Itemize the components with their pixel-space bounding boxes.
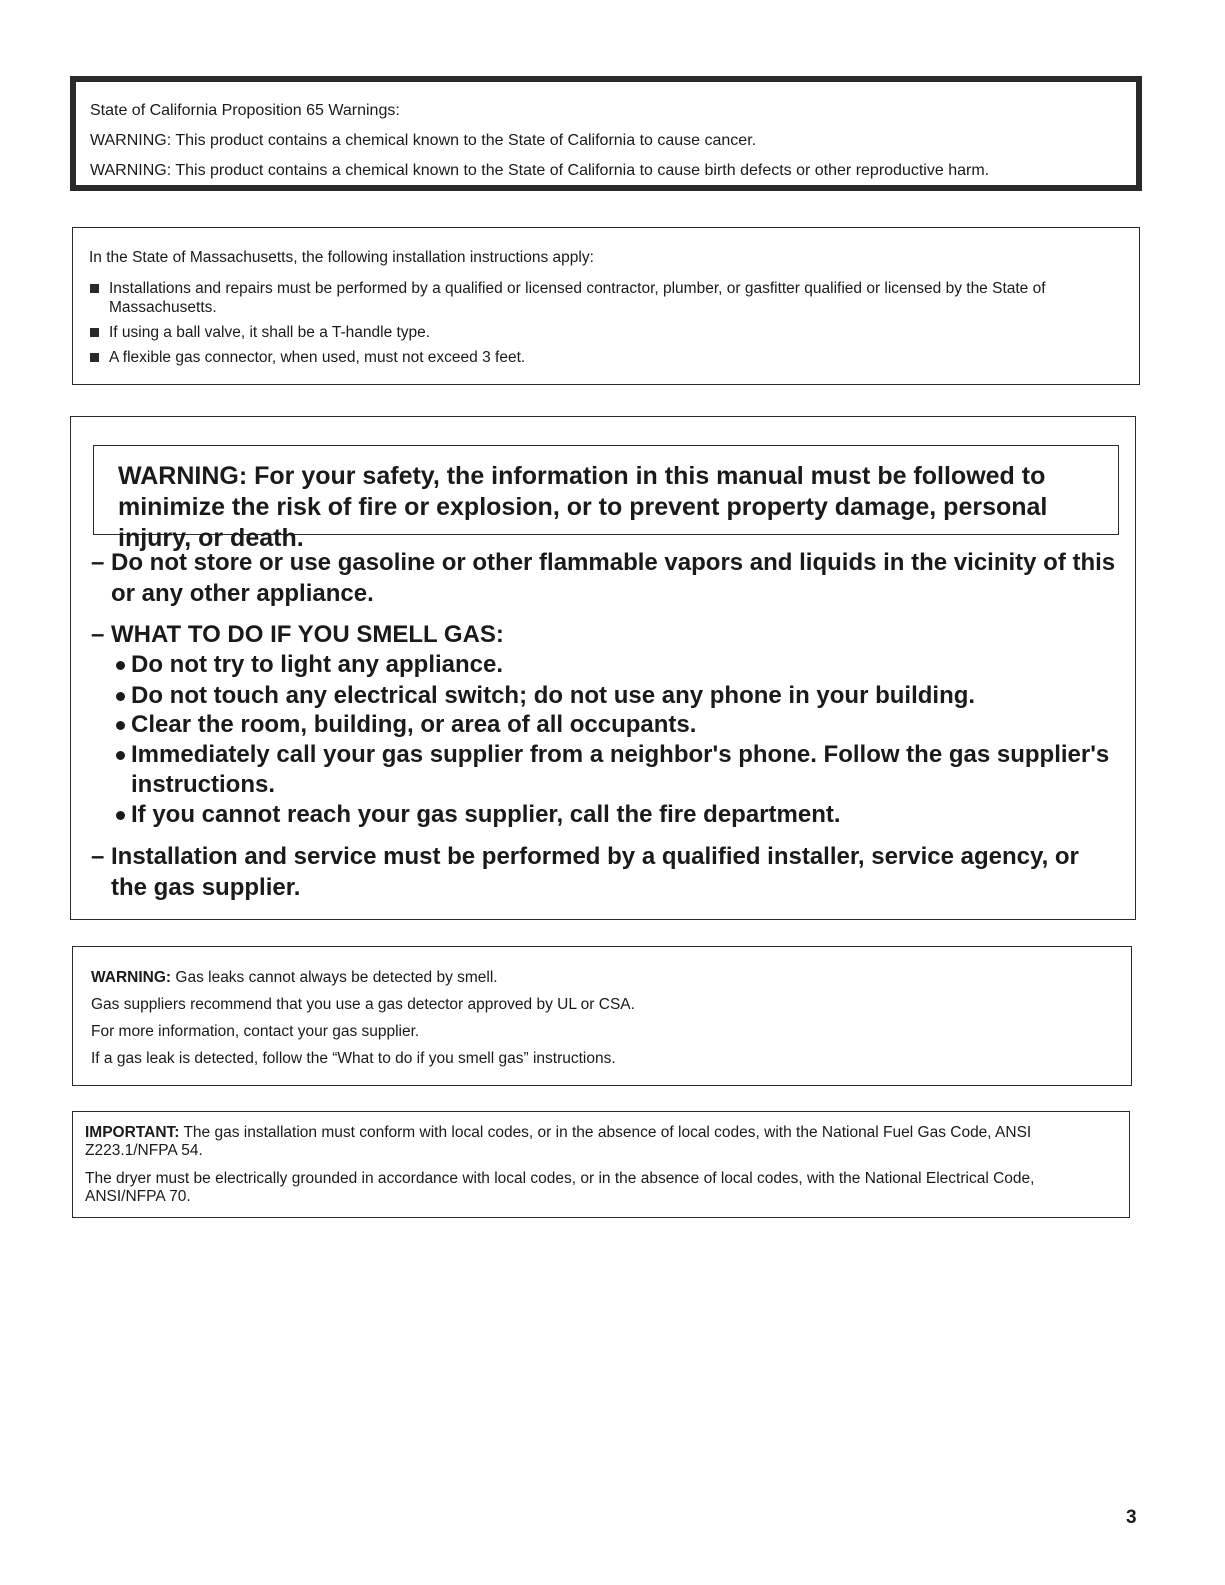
- gas-leak-line: For more information, contact your gas supplier.: [91, 1023, 420, 1040]
- massachusetts-instructions-box: [72, 227, 1140, 385]
- round-bullet-icon: [116, 721, 125, 730]
- gas-leak-warning-box: [72, 946, 1132, 1086]
- flammable-vapors-item: [91, 547, 1121, 609]
- important-box: [72, 1111, 1130, 1218]
- smell-gas-step-text: Clear the room, building, or area of all occupants.: [131, 711, 697, 738]
- important-second-paragraph: The dryer must be electrically grounded in accordance with local codes, or in the absence of local codes, with the National Electrical Code, ANSI/NFPA 70.: [85, 1170, 1035, 1205]
- smell-gas-step-text: Immediately call your gas supplier from a neighbor's phone. Follow the gas supplier's instructions.: [131, 741, 1110, 798]
- gas-leak-line: If a gas leak is detected, follow the “What to do if you smell gas” instructions.: [91, 1050, 616, 1067]
- gas-leak-line: Gas suppliers recommend that you use a gas detector approved by UL or CSA.: [91, 996, 635, 1013]
- dash-bullet: –: [91, 549, 105, 576]
- list-item: [89, 279, 1123, 317]
- list-item: [89, 348, 1123, 367]
- safety-warning-box: [70, 416, 1136, 920]
- list-item-text: Installations and repairs must be performed by a qualified or licensed contractor, plumber, or gasfitter qualified or licensed by the State of Massachusetts.: [109, 280, 1046, 316]
- smell-gas-step: [116, 800, 1126, 830]
- square-bullet-icon: [90, 284, 99, 293]
- dash-bullet: –: [91, 843, 105, 870]
- prop65-heading: State of California Proposition 65 Warnings:: [90, 102, 400, 119]
- smell-gas-step: [116, 681, 1126, 711]
- square-bullet-icon: [90, 353, 99, 362]
- gas-leak-first-text: Gas leaks cannot always be detected by smell.: [175, 969, 498, 986]
- page-number: 3: [1126, 1507, 1137, 1528]
- massachusetts-list: [89, 279, 1123, 367]
- square-bullet-icon: [90, 328, 99, 337]
- massachusetts-intro: In the State of Massachusetts, the following installation instructions apply:: [89, 249, 594, 266]
- safety-warning-headline: WARNING: For your safety, the information in this manual must be followed to minimize the risk of fire or explosion, or to prevent property damage, personal injury, or death.: [93, 445, 1119, 535]
- list-item-text: A flexible gas connector, when used, must not exceed 3 feet.: [109, 349, 526, 366]
- prop65-warning-box: [70, 76, 1142, 191]
- round-bullet-icon: [116, 692, 125, 701]
- smell-gas-step: [116, 740, 1126, 800]
- smell-gas-step-text: If you cannot reach your gas supplier, call the fire department.: [131, 801, 841, 828]
- gas-leak-label: WARNING:: [91, 969, 172, 986]
- round-bullet-icon: [116, 751, 125, 760]
- important-label: IMPORTANT:: [85, 1124, 180, 1141]
- qualified-installer-item: [91, 841, 1121, 903]
- round-bullet-icon: [116, 661, 125, 670]
- dash-bullet: –: [91, 621, 105, 648]
- smell-gas-heading: WHAT TO DO IF YOU SMELL GAS:: [111, 621, 504, 648]
- important-first-text: The gas installation must conform with local codes, or in the absence of local codes, with the National Fuel Gas Code, ANSI Z223.1/NFPA 54.: [85, 1124, 1032, 1159]
- prop65-cancer-warning: WARNING: This product contains a chemical known to the State of California to cause cancer.: [90, 132, 757, 149]
- flammable-vapors-text: Do not store or use gasoline or other flammable vapors and liquids in the vicinity of this or any other appliance.: [111, 549, 1116, 607]
- qualified-installer-text: Installation and service must be performed by a qualified installer, service agency, or the gas supplier.: [111, 843, 1079, 901]
- round-bullet-icon: [116, 811, 125, 820]
- smell-gas-step-text: Do not try to light any appliance.: [131, 651, 504, 678]
- smell-gas-step: [116, 650, 1126, 680]
- important-first-paragraph: [85, 1124, 1117, 1160]
- smell-gas-step: [116, 710, 1126, 740]
- gas-leak-first-line: [91, 964, 1113, 991]
- prop65-birth-defects-warning: WARNING: This product contains a chemical known to the State of California to cause birth defects or other reproductive harm.: [90, 162, 990, 179]
- smell-gas-heading-item: [91, 619, 1121, 650]
- list-item-text: If using a ball valve, it shall be a T-handle type.: [109, 324, 431, 341]
- smell-gas-step-text: Do not touch any electrical switch; do not use any phone in your building.: [131, 682, 976, 709]
- list-item: [89, 323, 1123, 342]
